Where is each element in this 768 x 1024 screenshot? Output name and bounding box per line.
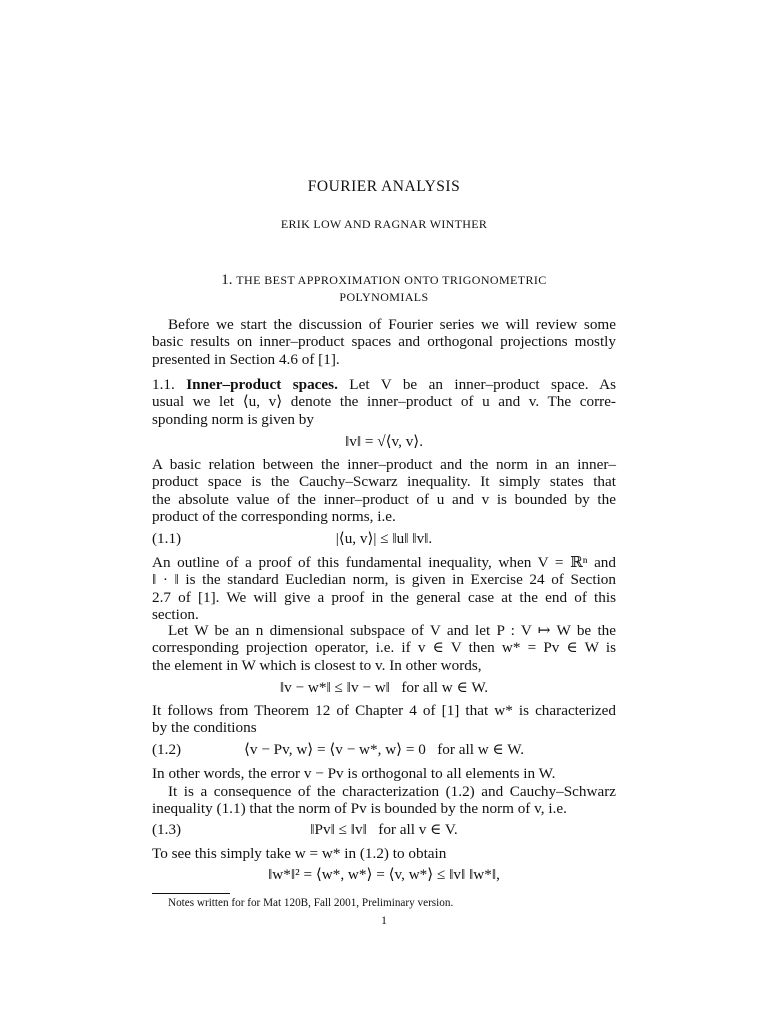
section-title-line1: THE BEST APPROXIMATION ONTO TRIGONOMETRIC [236,273,547,287]
text-line: 2.7 of [1]. We will give a proof in the general case at the end of this [152,588,616,606]
see-paragraph [152,845,616,862]
text-line: section. [152,605,199,623]
projection-paragraph [152,622,616,674]
section-heading [152,272,616,289]
text-line: usual we let ⟨u, v⟩ denote the inner–product of u and v. The corre- [152,393,616,411]
text-line: inequality (1.1) that the norm of Pv is bounded by the norm of v, i.e. [152,800,567,818]
subsection-title: Inner–product spaces. [186,376,338,393]
paper-title: FOURIER ANALYSIS [307,178,461,195]
text-line: It follows from Theorem 12 of Chapter 4 of [1] that w* is characterized [152,702,616,719]
text-line: Let W be an n dimensional subspace of V and let P : V ↦ W be the [168,622,616,639]
text-line: To see this simply take w = w* in (1.2) to obtain [152,845,447,862]
text-line: product space is the Cauchy–Scwarz inequality. It simply states that [152,473,616,491]
text-line: An outline of a proof of this fundamental inequality, when V = ℝⁿ and [152,554,616,571]
text-line: basic results on inner–product spaces and orthogonal projections mostly [152,333,616,351]
text-line: presented in Section 4.6 of [1]. [152,350,340,368]
subsection-number: 1.1. [152,376,175,393]
footnote: Notes written for for Mat 120B, Fall 2001, Preliminary version. [168,897,454,909]
text-line: ‖ · ‖ is the standard Eucledian norm, is given in Exercise 24 of Section [152,571,616,589]
section-number: 1. [221,272,233,288]
equation-number: (1.2) [152,741,182,758]
text-line: In other words, the error v − Pv is orthogonal to all elements in W. [152,765,556,782]
equation-number: (1.3) [152,821,182,838]
footnote-rule [152,893,230,894]
text-line: the element in W which is closest to v. In other words, [152,656,482,674]
text-line: the absolute value of the inner–product of u and v is bounded by the [152,490,616,508]
intro-paragraph [152,316,616,368]
consequence-paragraph [152,783,616,818]
error-paragraph [152,765,616,782]
text-line: 1.1. Inner–product spaces. Let V be an inner–product space. As [152,376,616,393]
paper-authors: ERIK LOW AND RAGNAR WINTHER [280,217,488,231]
section-title-line2: POLYNOMIALS [339,290,429,304]
cauchy-schwarz-paragraph [152,456,616,525]
text-line: product of the corresponding norms, i.e. [152,507,396,525]
text-line: corresponding projection operator, i.e. if v ∈ V then w* = Pv ∈ W is [152,639,616,657]
text-line: sponding norm is given by [152,410,314,428]
text-line: Before we start the discussion of Fourier series we will review some [168,316,616,333]
equation-number: (1.1) [152,530,182,547]
outline-paragraph [152,554,616,623]
text-line: by the conditions [152,719,257,737]
text-line: It is a consequence of the characterization (1.2) and Cauchy–Schwarz [168,783,616,800]
subsection-paragraph [152,376,616,428]
page-number: 1 [381,915,387,927]
text-line: A basic relation between the inner–product and the norm in an inner– [152,456,616,473]
theorem-paragraph [152,702,616,737]
